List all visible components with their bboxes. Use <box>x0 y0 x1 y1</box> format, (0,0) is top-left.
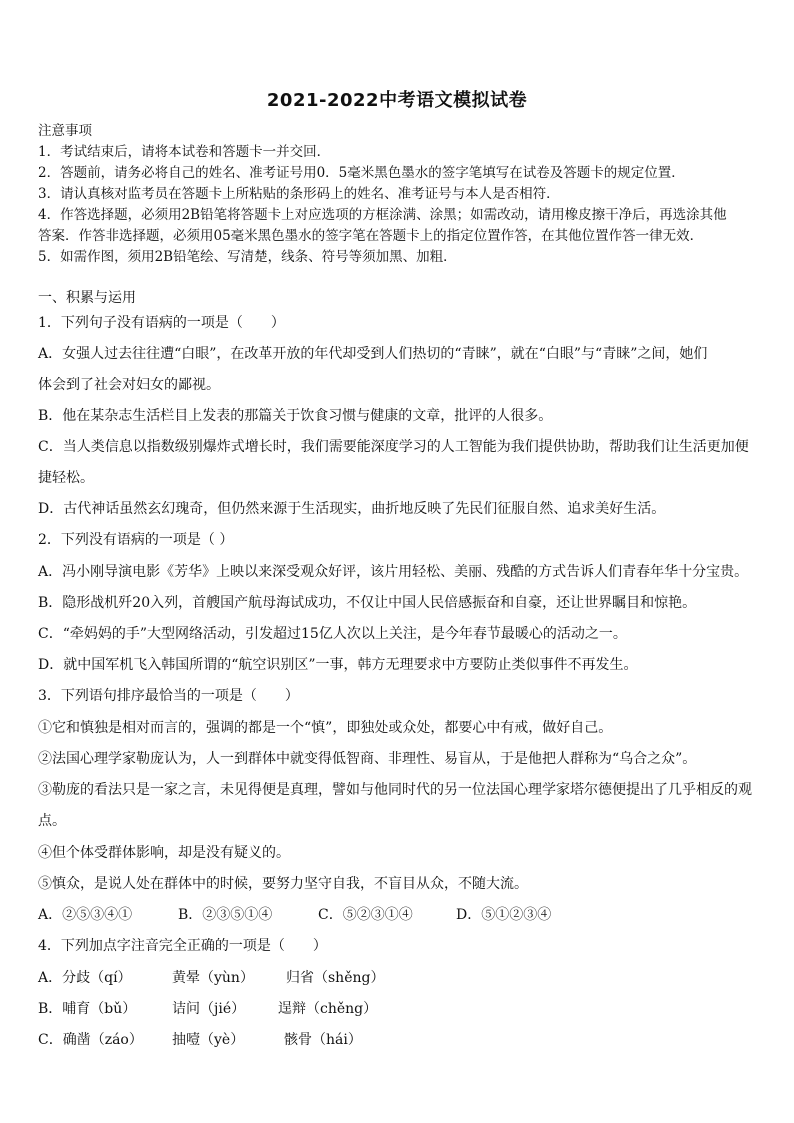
q3-sentence-5: ⑤慎众，是说人处在群体中的时候，要努力坚守自我，不盲目从众，不随大流。 <box>38 876 528 892</box>
q4-item: B．哺育（bǔ） <box>38 1001 137 1017</box>
q3-sentence-3-cont: 点。 <box>38 813 66 829</box>
q4-item: A．分歧（qí） <box>38 970 132 986</box>
q4-item: C．确凿（záo） <box>38 1032 143 1048</box>
q3-sentence-1: ①它和慎独是相对而言的，强调的都是一个“慎”，即独处或众处，都要心中有戒，做好自己。 <box>38 720 613 736</box>
q3-options <box>38 904 551 924</box>
q4-row <box>38 1029 362 1049</box>
notice-heading: 注意事项 <box>38 123 92 139</box>
page-title: 2021-2022中考语文模拟试卷 <box>266 90 528 111</box>
q4-row <box>38 967 384 987</box>
q1-option-a: A．女强人过去往往遭“白眼”，在改革开放的年代却受到人们热切的“青睐”，就在“白眼”与“青睐”之间，她们 <box>38 346 708 362</box>
q3-sentence-3: ③勒庞的看法只是一家之言，未见得便是真理，譬如与他同时代的另一位法国心理学家塔尔德便提出了几乎相反的观 <box>38 782 752 798</box>
q3-option-c: C．⑤②③①④ <box>318 907 413 923</box>
q3-option-a: A．②⑤③④① <box>38 907 133 923</box>
notice-item: 4．作答选择题，必须用2B铅笔将答题卡上对应选项的方框涂满、涂黑；如需改动，请用橡皮擦干净后，再选涂其他 <box>38 207 727 223</box>
q4-item: 归省（shěng） <box>286 970 385 986</box>
question-2-stem: 2．下列没有语病的一项是（ ） <box>38 532 234 548</box>
q1-option-b: B．他在某杂志生活栏目上发表的那篇关于饮食习惯与健康的文章，批评的人很多。 <box>38 408 553 424</box>
notice-item: 2．答题前，请务必将自己的姓名、准考证号用0．5毫米黑色墨水的签字笔填写在试卷及答题卡的规定位置． <box>38 165 685 181</box>
q1-option-a-cont: 体会到了社会对妇女的鄙视。 <box>38 377 220 393</box>
question-1-stem: 1．下列句子没有语病的一项是（ ） <box>38 315 285 331</box>
notice-item: 3．请认真核对监考员在答题卡上所粘贴的条形码上的姓名、准考证号与本人是否相符． <box>38 186 560 202</box>
q1-option-c-cont: 捷轻松。 <box>38 470 94 486</box>
q4-item: 逞辩（chěng） <box>278 1001 378 1017</box>
q1-option-c: C．当人类信息以指数级别爆炸式增长时，我们需要能深度学习的人工智能为我们提供协助，帮助我们让生活更加便 <box>38 439 749 455</box>
q2-option-c: C．“牵妈妈的手”大型网络活动，引发超过15亿人次以上关注，是今年春节最暖心的活动之一。 <box>38 626 627 642</box>
q2-option-a: A．冯小刚导演电影《芳华》上映以来深受观众好评，该片用轻松、美丽、残酷的方式告诉人们青春年华十分宝贵。 <box>38 564 749 580</box>
notice-item: 5．如需作图，须用2B铅笔绘、写清楚，线条、符号等须加黑、加粗． <box>38 249 457 265</box>
question-3-stem: 3．下列语句排序最恰当的一项是（ ） <box>38 688 299 704</box>
q4-item: 黄晕（yùn） <box>172 970 254 986</box>
q1-option-d: D．古代神话虽然玄幻瑰奇，但仍然来源于生活现实，曲折地反映了先民们征服自然、追求美好生活。 <box>38 501 666 517</box>
notice-item: 1．考试结束后，请将本试卷和答题卡一并交回． <box>38 144 331 160</box>
q4-item: 骸骨（hái） <box>284 1032 362 1048</box>
question-4-stem: 4．下列加点字注音完全正确的一项是（ ） <box>38 938 327 954</box>
q3-option-d: D．⑤①②③④ <box>456 907 552 923</box>
notice-block <box>38 121 760 268</box>
q4-item: 诘问（jié） <box>172 1001 246 1017</box>
q4-item: 抽噎（yè） <box>172 1032 245 1048</box>
q2-option-b: B．隐形战机歼20入列，首艘国产航母海试成功，不仅让中国人民倍感振奋和自豪，还让世界瞩目和惊艳。 <box>38 595 697 611</box>
q3-sentence-2: ②法国心理学家勒庞认为，人一到群体中就变得低智商、非理性、易盲从，于是他把人群称为“乌合之众”。 <box>38 751 697 767</box>
notice-item: 答案．作答非选择题，必须用05毫米黑色墨水的签字笔在答题卡上的指定位置作答，在其他位置作答一律无效． <box>38 228 704 244</box>
section-heading: 一、积累与运用 <box>38 290 136 306</box>
q3-sentence-4: ④但个体受群体影响，却是没有疑义的。 <box>38 845 290 861</box>
q4-row <box>38 998 377 1018</box>
q2-option-d: D．就中国军机飞入韩国所谓的“航空识别区”一事，韩方无理要求中方要防止类似事件不再发生。 <box>38 657 638 673</box>
q3-option-b: B．②③⑤①④ <box>178 907 273 923</box>
